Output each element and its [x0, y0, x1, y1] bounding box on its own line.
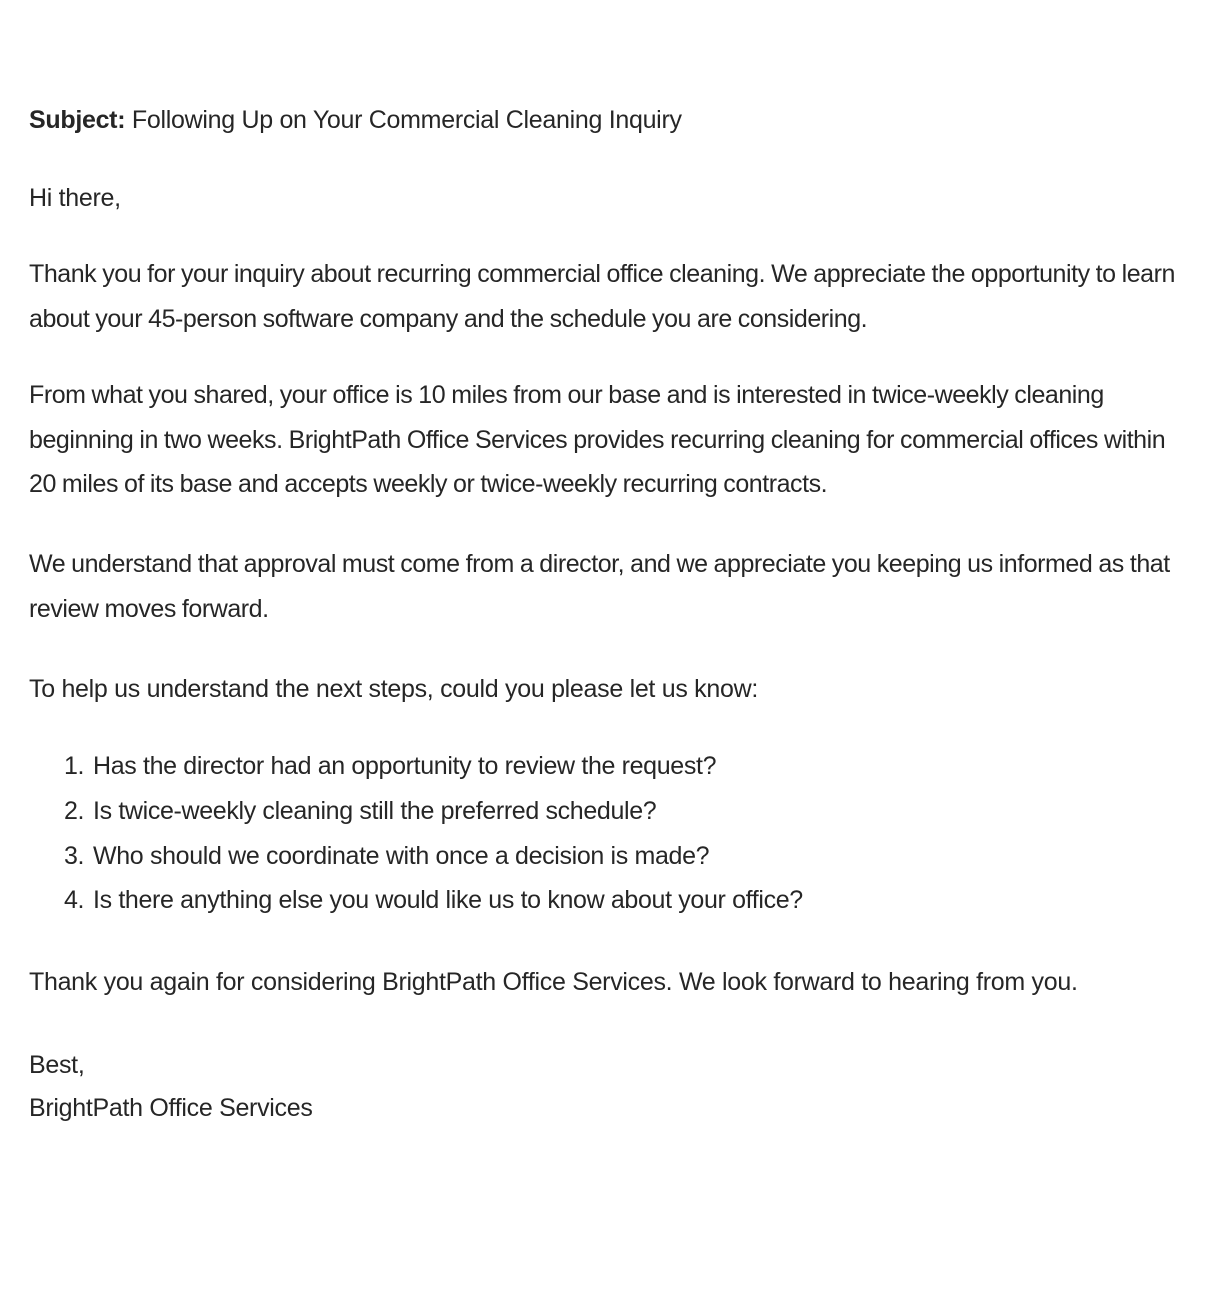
- list-number: 1.: [64, 752, 85, 780]
- list-text: Is twice-weekly cleaning still the preferred schedule?: [93, 796, 657, 825]
- signoff: Best,: [29, 1051, 85, 1079]
- questions-intro: To help us understand the next steps, could you please let us know:: [29, 675, 758, 703]
- list-number: 4.: [64, 886, 85, 915]
- signature: BrightPath Office Services: [29, 1094, 313, 1122]
- details-paragraph: From what you shared, your office is 10 miles from our base and is interested in twice-weekly cleaning beginning in two weeks. BrightPath Office Services provides recurring cleaning for commercial offices within 20 miles of its base and accepts weekly or twice-weekly recurring contracts.: [29, 381, 1166, 498]
- list-text: Who should we coordinate with once a decision is made?: [93, 841, 710, 870]
- subject-line: [29, 98, 682, 142]
- list-item: [29, 834, 1197, 879]
- list-item: [29, 789, 1197, 834]
- questions-list: [29, 744, 1197, 923]
- list-text: Has the director had an opportunity to review the request?: [93, 752, 717, 780]
- list-number: 2.: [64, 796, 85, 825]
- list-number: 3.: [64, 841, 85, 870]
- intro-paragraph: Thank you for your inquiry about recurring commercial office cleaning. We appreciate the opportunity to learn about your 45-person software company and the schedule you are considering.: [29, 260, 1175, 333]
- subject-text: Following Up on Your Commercial Cleaning Inquiry: [131, 106, 682, 134]
- approval-paragraph: We understand that approval must come from a director, and we appreciate you keeping us informed as that review moves forward.: [29, 550, 1170, 623]
- closing-paragraph: Thank you again for considering BrightPath Office Services. We look forward to hearing from you.: [29, 968, 1078, 996]
- greeting: Hi there,: [29, 184, 121, 212]
- subject-label: Subject:: [29, 106, 126, 134]
- list-text: Is there anything else you would like us to know about your office?: [93, 886, 803, 915]
- list-item: [29, 744, 1197, 789]
- list-item: [29, 878, 1197, 923]
